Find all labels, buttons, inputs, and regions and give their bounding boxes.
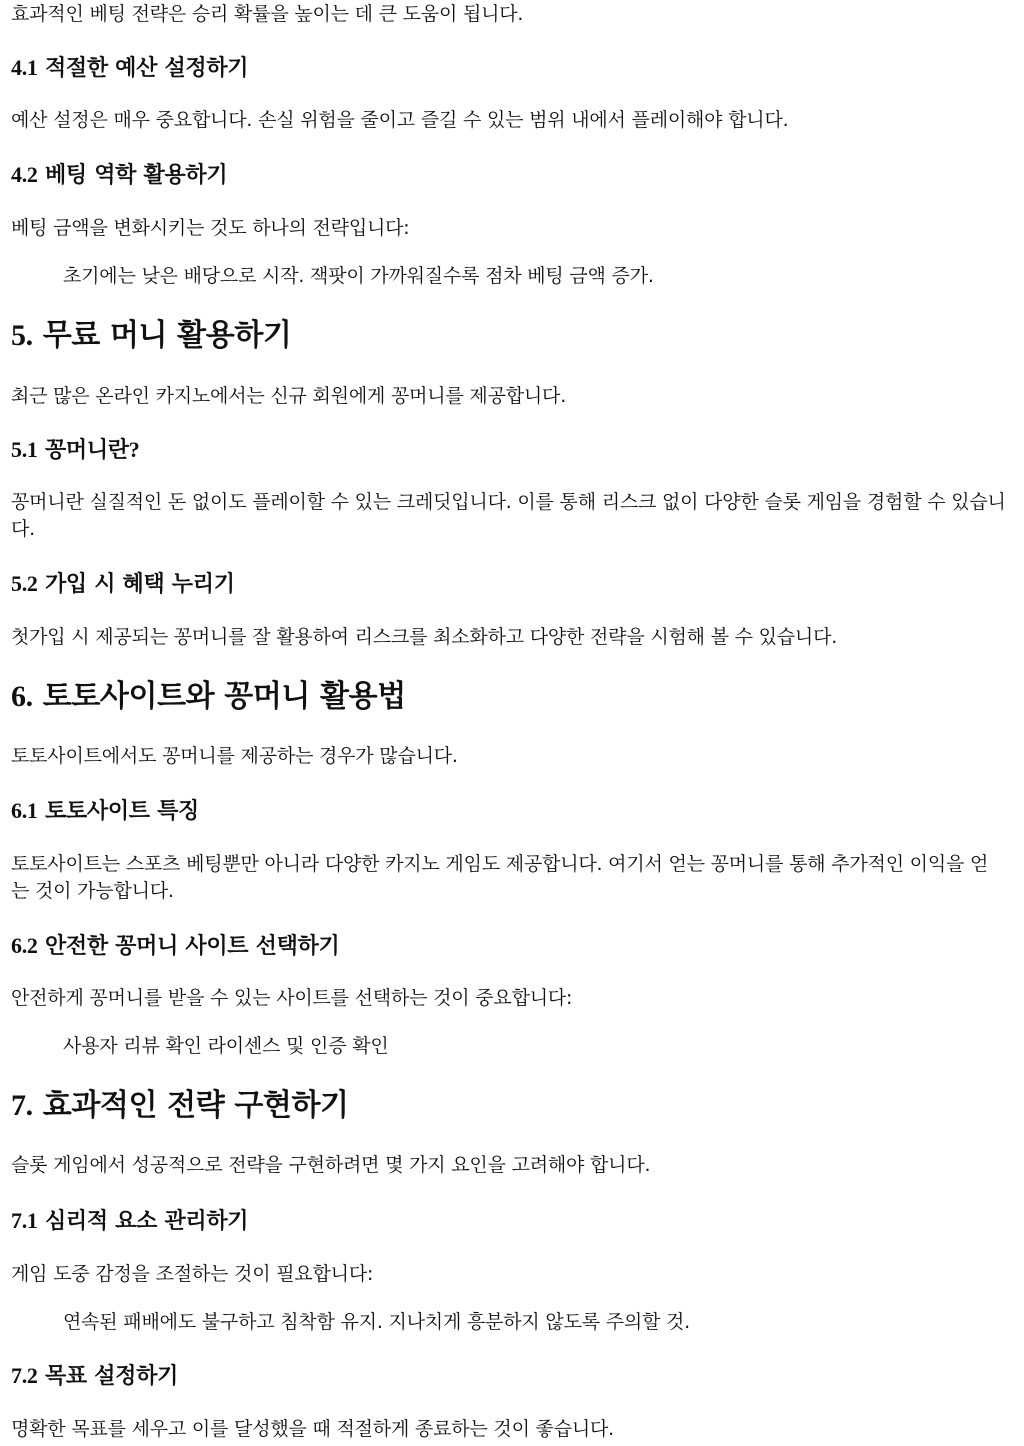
heading-text: 토토사이트와 꽁머니 활용법 bbox=[42, 679, 406, 714]
heading-question-mark: ? bbox=[128, 437, 140, 462]
heading-text: 목표 설정하기 bbox=[44, 1364, 179, 1389]
heading-text: 무료 머니 활용하기 bbox=[42, 318, 292, 353]
heading-6 bbox=[11, 678, 1006, 716]
paragraph-5: 최근 많은 온라인 카지노에서는 신규 회원에게 꽁머니를 제공합니다. bbox=[11, 385, 567, 407]
paragraph-7-1: 게임 도중 감정을 조절하는 것이 필요합니다: bbox=[11, 1263, 374, 1285]
heading-number: 4.1 bbox=[11, 55, 38, 80]
heading-text: 베팅 역학 활용하기 bbox=[44, 163, 228, 188]
paragraph-7: 슬롯 게임에서 성공적으로 전략을 구현하려면 몇 가지 요인을 고려해야 합니다. bbox=[11, 1154, 651, 1176]
paragraph-4-1: 예산 설정은 매우 중요합니다. 손실 위험을 줄이고 즐길 수 있는 범위 내에서 플레이해야 합니다. bbox=[11, 109, 789, 131]
paragraph-intro: 효과적인 베팅 전략은 승리 확률을 높이는 데 큰 도움이 됩니다. bbox=[11, 3, 524, 25]
heading-text: 효과적인 전략 구현하기 bbox=[42, 1088, 349, 1123]
heading-number: 7. bbox=[11, 1089, 33, 1122]
heading-text: 적절한 예산 설정하기 bbox=[44, 56, 249, 81]
heading-text: 가입 시 혜택 누리기 bbox=[44, 572, 235, 597]
heading-6-1 bbox=[11, 796, 1006, 827]
heading-7-1 bbox=[11, 1206, 1006, 1237]
heading-number: 7.2 bbox=[11, 1363, 38, 1388]
heading-6-2 bbox=[11, 931, 1006, 962]
paragraph-6-2: 안전하게 꽁머니를 받을 수 있는 사이트를 선택하는 것이 중요합니다: bbox=[11, 987, 573, 1009]
heading-4-2 bbox=[11, 160, 1006, 191]
paragraph-7-2: 명확한 목표를 세우고 이를 달성했을 때 적절하게 종료하는 것이 좋습니다. bbox=[11, 1418, 615, 1440]
heading-number: 5.1 bbox=[11, 437, 38, 462]
heading-7 bbox=[11, 1087, 1006, 1125]
heading-number: 5. bbox=[11, 319, 33, 352]
heading-number: 7.1 bbox=[11, 1208, 38, 1233]
heading-text: 안전한 꽁머니 사이트 선택하기 bbox=[44, 934, 340, 959]
heading-text: 꽁머니란 bbox=[44, 438, 129, 463]
heading-number: 6.2 bbox=[11, 933, 38, 958]
heading-5-1 bbox=[11, 435, 1006, 466]
heading-number: 6. bbox=[11, 680, 33, 713]
blockquote-6-2: 사용자 리뷰 확인 라이센스 및 인증 확인 bbox=[63, 1035, 389, 1057]
heading-text: 심리적 요소 관리하기 bbox=[44, 1209, 249, 1234]
blockquote-4-2: 초기에는 낮은 배당으로 시작. 잭팟이 가까워질수록 점차 베팅 금액 증가. bbox=[63, 265, 654, 287]
paragraph-6: 토토사이트에서도 꽁머니를 제공하는 경우가 많습니다. bbox=[11, 745, 458, 767]
heading-5 bbox=[11, 317, 1006, 355]
blockquote-7-1: 연속된 패배에도 불구하고 침착함 유지. 지나치게 흥분하지 않도록 주의할 것. bbox=[63, 1311, 691, 1333]
heading-5-2 bbox=[11, 569, 1006, 600]
heading-7-2 bbox=[11, 1361, 1006, 1392]
heading-4-1 bbox=[11, 53, 1006, 84]
paragraph-5-1: 꽁머니란 실질적인 돈 없이도 플레이할 수 있는 크레딧입니다. 이를 통해 리스크 없이 다양한 슬롯 게임을 경험할 수 있습니다. bbox=[11, 491, 1006, 540]
heading-text: 토토사이트 특징 bbox=[44, 799, 199, 824]
paragraph-5-2: 첫가입 시 제공되는 꽁머니를 잘 활용하여 리스크를 최소화하고 다양한 전략을 시험해 볼 수 있습니다. bbox=[11, 626, 838, 648]
heading-number: 4.2 bbox=[11, 162, 38, 187]
paragraph-4-2: 베팅 금액을 변화시키는 것도 하나의 전략입니다: bbox=[11, 217, 410, 239]
heading-number: 6.1 bbox=[11, 798, 38, 823]
heading-number: 5.2 bbox=[11, 571, 38, 596]
paragraph-6-1: 토토사이트는 스포츠 베팅뿐만 아니라 다양한 카지노 게임도 제공합니다. 여기서 얻는 꽁머니를 통해 추가적인 이익을 얻는 것이 가능합니다. bbox=[11, 853, 989, 902]
